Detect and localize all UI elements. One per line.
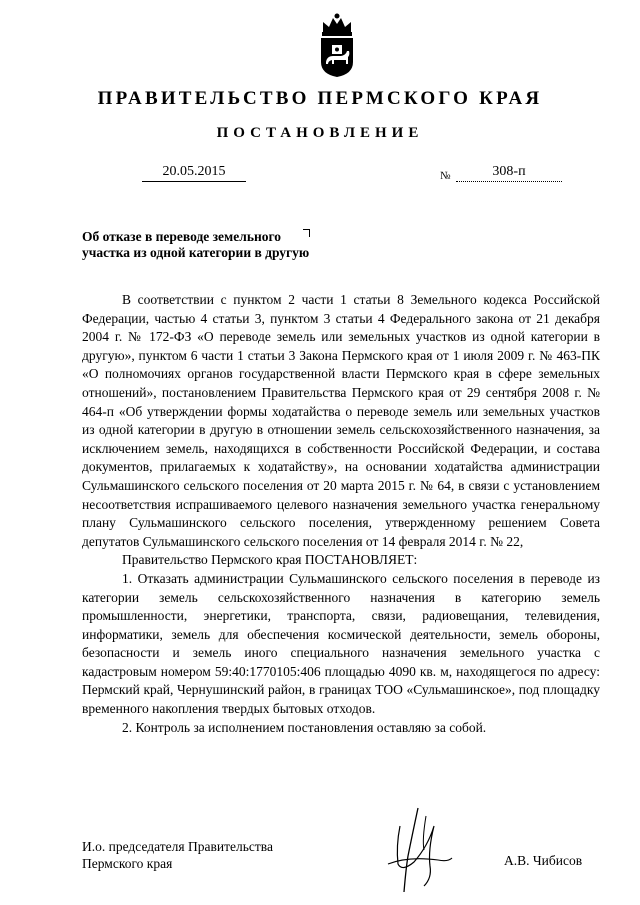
document-type: ПОСТАНОВЛЕНИЕ xyxy=(216,125,424,141)
item-1-paragraph: 1. Отказать администрации Сульмашинского сельского поселения в переводе из категории земель сельскохозяйственного назначения в категорию земель промышленности, энергетики, транспорта, связи, радиовещания, телевидения, информатики, земель для обеспечения космической деятельности, земель обороны, безопасности и земель иного специального назначения земельного участка с кадастровым номером 59:40:1770105:406 площадью 4090 кв. м, находящегося по адресу: Пермский край, Чернушинский район, в границах ТОО «Сульмашинское», под площадку временного накопления твердых бытовых отходов. xyxy=(82,570,600,717)
resolves-paragraph: Правительство Пермского края ПОСТАНОВЛЯЕТ: xyxy=(122,552,418,568)
document-subject xyxy=(82,229,362,261)
government-title: ПРАВИТЕЛЬСТВО ПЕРМСКОГО КРАЯ xyxy=(97,88,543,109)
handwritten-signature-icon xyxy=(378,806,458,898)
coat-of-arms-icon xyxy=(317,12,357,78)
signatory-title-line-1: И.о. председателя Правительства xyxy=(82,839,273,854)
item-2-paragraph: 2. Контроль за исполнением постановления оставляю за собой. xyxy=(122,719,487,735)
preamble-paragraph: В соответствии с пунктом 2 части 1 статьи 8 Земельного кодекса Российской Федерации, частью 4 статьи 3, пунктом 3 статьи 4 Федерального закона от 21 декабря 2004 г. № 172-ФЗ «О переводе земель или земельных участков из одной категории в другую», пунктом 6 части 1 статьи 3 Закона Пермского края от 1 июля 2009 г. № 463-ПК «О полномочиях органов государственной власти Пермского края в сфере земельных отношений», постановлением Правительства Пермского края от 29 сентября 2008 г. № 464-п «Об утверждении формы ходатайства о переводе земель или земельных участков из одной категории в другую в отношении земель сельскохозяйственного назначения, за исключением земель, находящихся в собственности Российской Федерации, и состава документов, прилагаемых к ходатайству», на основании ходатайства администрации Сульмашинского сельского поселения от 20 марта 2015 г. № 64, в связи с установлением несоответствия испрашиваемого целевого назначения земельного участка генеральному плану Сульмашинского сельского поселения, утвержденному решением Совета депутатов Сульмашинского сельского поселения от 14 февраля 2014 г. № 22, xyxy=(82,292,600,549)
signatory-name: А.В. Чибисов xyxy=(504,853,583,868)
document-number: 308-п xyxy=(456,163,562,182)
number-label: № xyxy=(440,170,451,182)
corner-mark xyxy=(303,229,310,237)
signatory-title xyxy=(82,839,273,872)
signatory-title-line-2: Пермского края xyxy=(82,855,173,871)
subject-line-2: участка из одной категории в другую xyxy=(82,245,310,260)
document-date: 20.05.2015 xyxy=(142,163,246,182)
subject-line-1: Об отказе в переводе земельного xyxy=(82,229,282,244)
document-body xyxy=(82,291,600,737)
